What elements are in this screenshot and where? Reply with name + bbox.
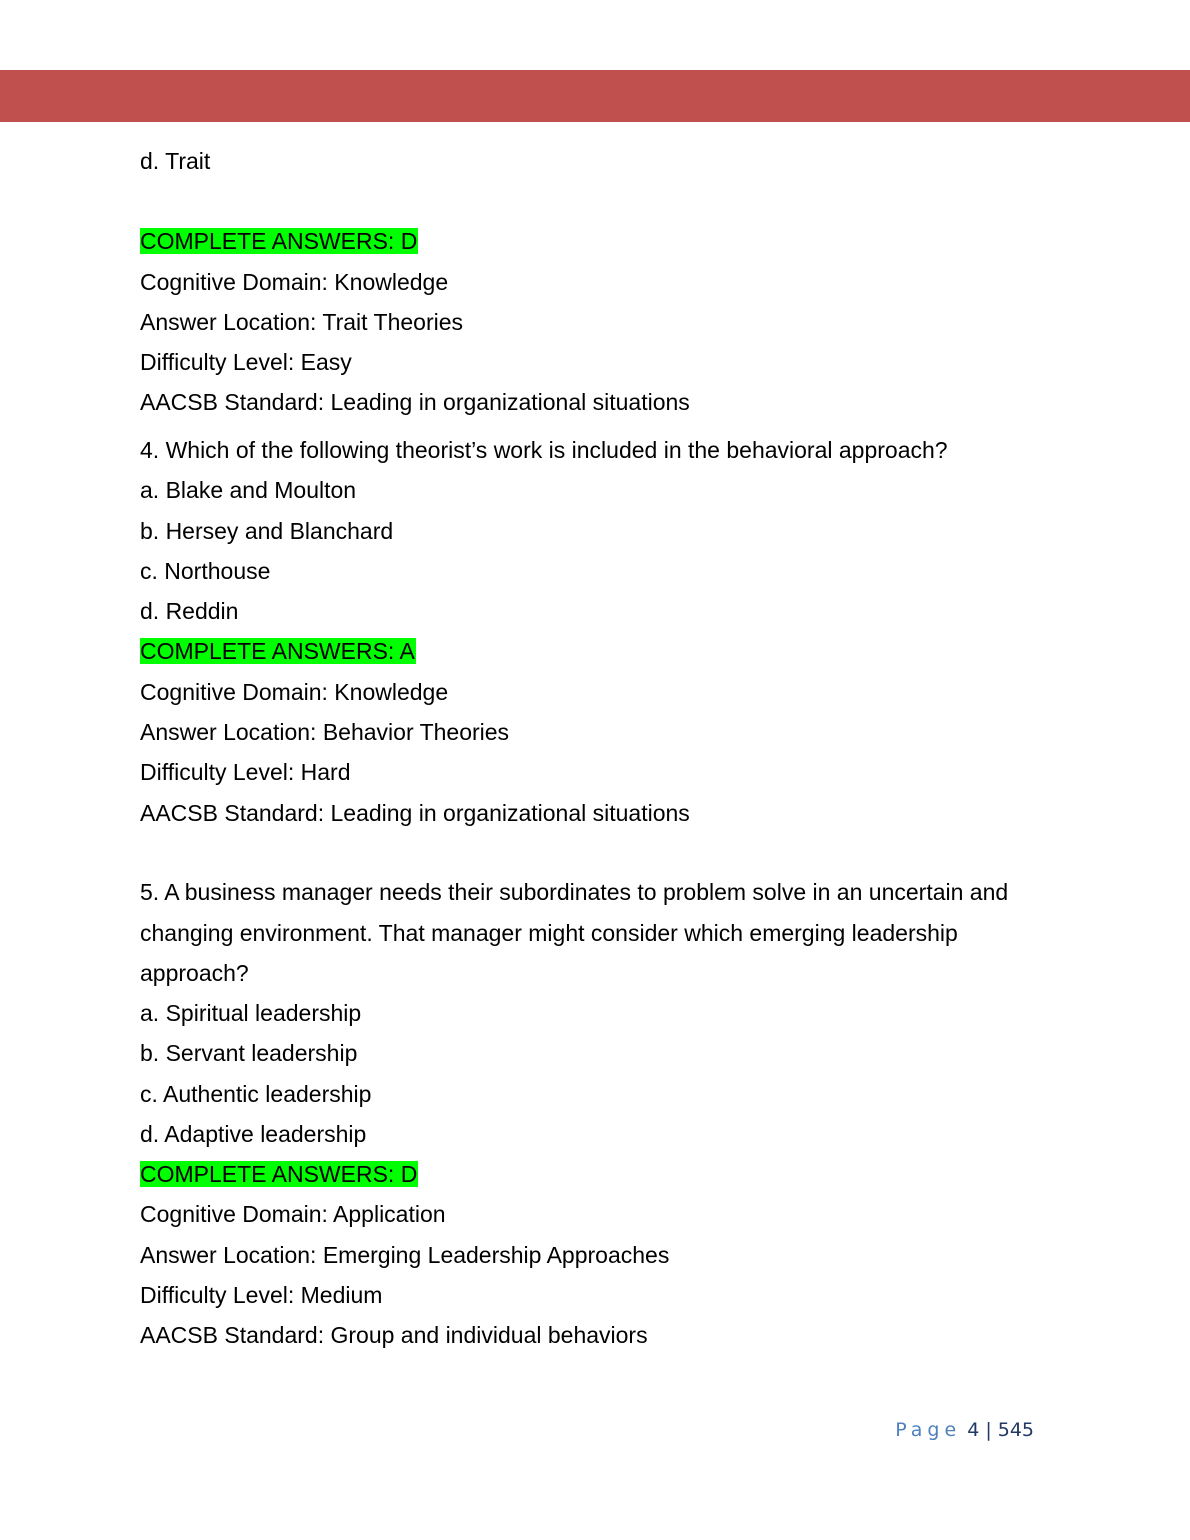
page-current: 4 — [967, 1419, 980, 1441]
q5-meta-cognitive-domain: Cognitive Domain: Application — [140, 1201, 446, 1227]
header-band — [0, 70, 1190, 122]
page-separator: | — [985, 1419, 992, 1441]
page-label: Page — [895, 1419, 962, 1441]
q5-meta-difficulty-level: Difficulty Level: Medium — [140, 1282, 383, 1308]
meta-aacsb-standard: AACSB Standard: Leading in organizational situations — [140, 389, 690, 415]
question-4: 4. Which of the following theorist’s work is included in the behavioral approach? — [140, 437, 948, 463]
q4-meta-answer-location: Answer Location: Behavior Theories — [140, 719, 510, 745]
q5-option-c: c. Authentic leadership — [140, 1081, 372, 1107]
question-5-line-2: changing environment. That manager might consider which emerging leadership — [140, 920, 958, 946]
q5-option-b: b. Servant leadership — [140, 1040, 358, 1066]
answer-highlight: COMPLETE ANSWERS: D — [140, 228, 418, 254]
q5-option-d: d. Adaptive leadership — [140, 1121, 367, 1147]
meta-answer-location: Answer Location: Trait Theories — [140, 309, 464, 335]
q4-meta-aacsb-standard: AACSB Standard: Leading in organizational situations — [140, 800, 690, 826]
question-5-line-1: 5. A business manager needs their subordinates to problem solve in an uncertain and — [140, 879, 1009, 905]
question-5-line-3: approach? — [140, 960, 249, 986]
q5-answer-line — [140, 1160, 418, 1188]
option-d: d. Trait — [140, 148, 211, 174]
q4-answer-line — [140, 637, 416, 665]
page-footer — [895, 1416, 1034, 1444]
q5-meta-answer-location: Answer Location: Emerging Leadership Approaches — [140, 1242, 670, 1268]
q4-meta-cognitive-domain: Cognitive Domain: Knowledge — [140, 679, 449, 705]
meta-cognitive-domain: Cognitive Domain: Knowledge — [140, 269, 449, 295]
answer-highlight: COMPLETE ANSWERS: D — [140, 1161, 418, 1187]
q5-meta-aacsb-standard: AACSB Standard: Group and individual behaviors — [140, 1322, 648, 1348]
q5-option-a: a. Spiritual leadership — [140, 1000, 362, 1026]
meta-difficulty-level: Difficulty Level: Easy — [140, 349, 352, 375]
q4-option-c: c. Northouse — [140, 558, 271, 584]
q4-option-d: d. Reddin — [140, 598, 239, 624]
page-total: 545 — [997, 1419, 1034, 1441]
q4-meta-difficulty-level: Difficulty Level: Hard — [140, 759, 351, 785]
q4-option-a: a. Blake and Moulton — [140, 477, 357, 503]
q4-option-b: b. Hersey and Blanchard — [140, 518, 394, 544]
answer-highlight: COMPLETE ANSWERS: A — [140, 638, 415, 664]
answer-line — [140, 227, 418, 255]
